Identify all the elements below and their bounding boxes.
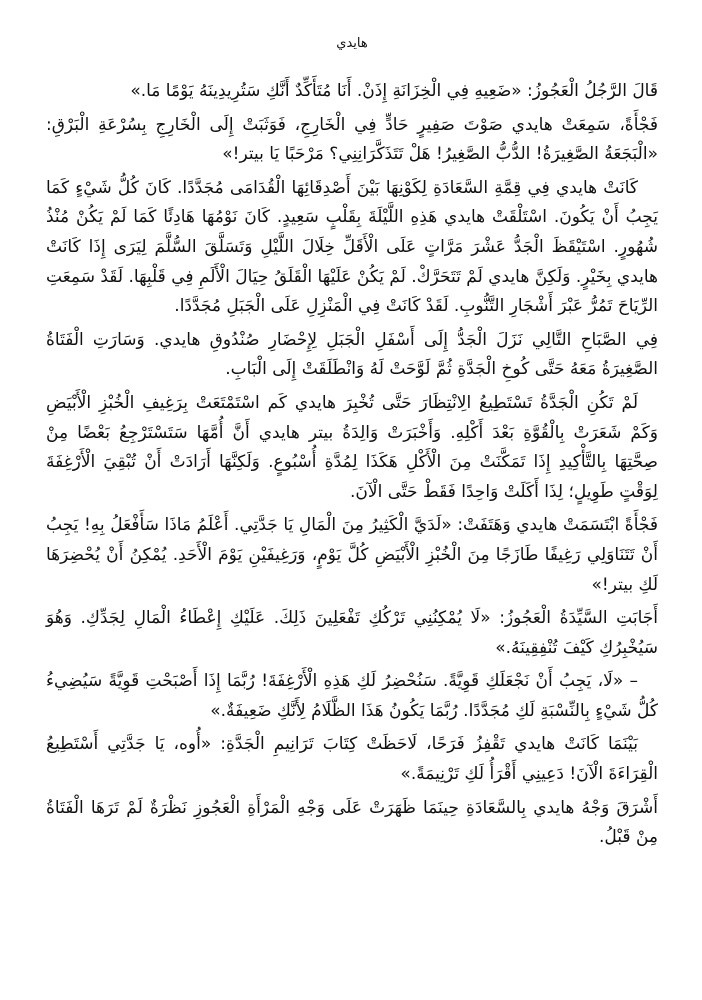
paragraph: أَجَابَتِ السَّيِّدَةُ الْعَجُوزُ: «لَا يُمْكِنُنِي تَرْكُكِ تَفْعَلِينَ ذَلِكَ. عَلَيْكِ إِعْطَاءُ الْمَالِ لِجَدِّكِ. وَهُوَ سَيُخْبِرُكِ كَيْفَ تُنْفِقِينَهُ.» <box>46 608 658 658</box>
paragraph: فَجْأَةً ابْتَسَمَتْ هايدي وَهَتَفَتْ: «لَدَيَّ الْكَثِيرُ مِنَ الْمَالِ يَا جَدَّتِي. أَعْلَمُ مَاذَا سَأَفْعَلُ بِهِ! يَجِبُ أَنْ تَتَنَاوَلِي رَغِيفًا طَازَجًا مِنَ الْخُبْزِ الْأَبْيَضِ كُلَّ يَوْمٍ، وَرَغِيفَيْنِ يَوْمَ الْأَحَدِ. يُمْكِنُ أَنْ يُحْضِرَهَا لَكِ بيتر!» <box>46 515 658 595</box>
paragraph: بَيْنَمَا كَانَتْ هايدي تَقْفِزُ فَرَحًا، لَاحَظَتْ كِتَابَ تَرَانِيمِ الْجَدَّةِ: «أُوه، يَا جَدَّتِي أَسْتَطِيعُ الْقِرَاءَةَ الْآنَ! دَعِينِي أَقْرَأُ لَكِ تَرْنِيمَةً.» <box>46 734 658 785</box>
story-text <box>46 77 658 853</box>
paragraph: كَانَتْ هايدي فِي قِمَّةِ السَّعَادَةِ لِكَوْنِهَا بَيْنَ أَصْدِقَائِهَا الْقُدَامَى مُجَدَّدًا. كَانَ كُلُّ شَيْءٍ كَمَا يَجِبُ أَنْ يَكُونَ. اسْتَلْقَتْ هايدي هَذِهِ اللَّيْلَةَ بِقَلْبٍ سَعِيدٍ. كَانَ نَوْمُهَا هَادِئًا كَمَا لَمْ يَكُنْ مُنْذُ شُهُورٍ. اسْتَيْقَظَ الْجَدُّ عَشْرَ مَرَّاتٍ عَلَى الْأَقَلِّ خِلَالَ اللَّيْلِ وَتَسَلَّقَ السُّلَّمَ لِيَرَى إِذَا كَانَتْ هايدي بِخَيْرٍ. وَلَكِنَّ هايدي لَمْ تَتَحَرَّكْ. لَمْ يَكُنْ عَلَيْهَا الْقَلَقُ حِيَالَ الْأَلَمِ فِي قَلْبِهَا. لَقَدْ سَمِعَتِ الرِّيَاحَ تَمُرُّ عَبْرَ أَشْجَارِ التَّنُّوبِ. لَقَدْ كَانَتْ فِي الْمَنْزِلِ عَلَى الْجَبَلِ مُجَدَّدًا. <box>46 177 658 317</box>
paragraph: لَمْ تَكُنِ الْجَدَّةُ تَسْتَطِيعُ الِانْتِظَارَ حَتَّى تُخْبِرَ هايدي كَم اسْتَمْتَعَتْ بِرَغِيفِ الْخُبْزِ الْأَبْيَضِ وَكَمْ شَعَرَتْ بِالْقُوَّةِ بَعْدَ أَكْلِهِ. وَأَخْبَرَتْ وَالِدَةُ بيتر هايدي أَنَّ أُمَّهَا سَتَسْتَرْجِعُ بَعْضًا مِنْ صِحَّتِهَا بِالتَّأْكِيدِ إِذَا تَمَكَّنَتْ مِنَ الْأَكْلِ هَكَذَا لِمُدَّةِ أُسْبُوعٍ. وَلَكِنَّهَا أَرَادَتْ أَنْ تُبْقِيَ الْأَرْغِفَةَ لِوَقْتٍ طَوِيلٍ؛ لِذَا أَكَلَتْ وَاحِدًا فَقَطْ حَتَّى الْآنَ. <box>46 392 658 502</box>
paragraph: قَالَ الرَّجُلُ الْعَجُوزُ: «ضَعِيهِ فِي الْخِزَانَةِ إِذَنْ. أَنَا مُتَأَكِّدٌ أَنَّكِ سَتُرِيدِينَهُ يَوْمًا مَا.» <box>130 81 658 101</box>
paragraph: فِي الصَّبَاحِ التَّالِي نَزَلَ الْجَدُّ إِلَى أَسْفَلِ الْجَبَلِ لِإِحْضَارِ صُنْدُوقِ هايدي. وَسَارَتِ الْفَتَاةُ الصَّغِيرَةُ مَعَهُ حَتَّى كُوخِ الْجَدَّةِ ثُمَّ لَوَّحَتْ لَهُ وَانْطَلَقَتْ إِلَى الْبَابِ. <box>46 329 658 380</box>
paragraph: فَجْأَةً، سَمِعَتْ هايدي صَوْتَ صَفِيرٍ حَادٍّ فِي الْخَارِجِ، فَوَثَبَتْ إِلَى الْخَارِجِ بِسُرْعَةِ الْبَرْقِ: «الْبَجَعَةُ الصَّغِيرَةُ! الدُّبُّ الصَّغِيرُ! هَلْ تَتَذَكَّرَانِنِي؟ مَرْحَبًا يَا بيتر!» <box>46 114 658 165</box>
paragraph: أَشْرَقَ وَجْهُ هايدي بِالسَّعَادَةِ حِينَمَا ظَهَرَتْ عَلَى وَجْهِ الْمَرْأَةِ الْعَجُوزِ نَظْرَةٌ لَمْ تَرَهَا الْفَتَاةُ مِنْ قَبْلُ. <box>46 797 658 848</box>
running-header: هايدي <box>336 36 368 51</box>
paragraph: – «لَا، يَجِبُ أَنْ نَجْعَلَكِ قَوِيَّةً. سَنُحْضِرُ لَكِ هَذِهِ الْأَرْغِفَةَ! رُبَّمَا إِذَا أَصْبَحْتِ قَوِيَّةً سَيُضِيءُ كُلُّ شَيْءٍ بِالنِّسْبَةِ لَكِ مُجَدَّدًا. رُبَّمَا يَكُونُ هَذَا الظَّلَامُ لِأَنَّكِ ضَعِيفَةٌ.» <box>46 671 658 721</box>
